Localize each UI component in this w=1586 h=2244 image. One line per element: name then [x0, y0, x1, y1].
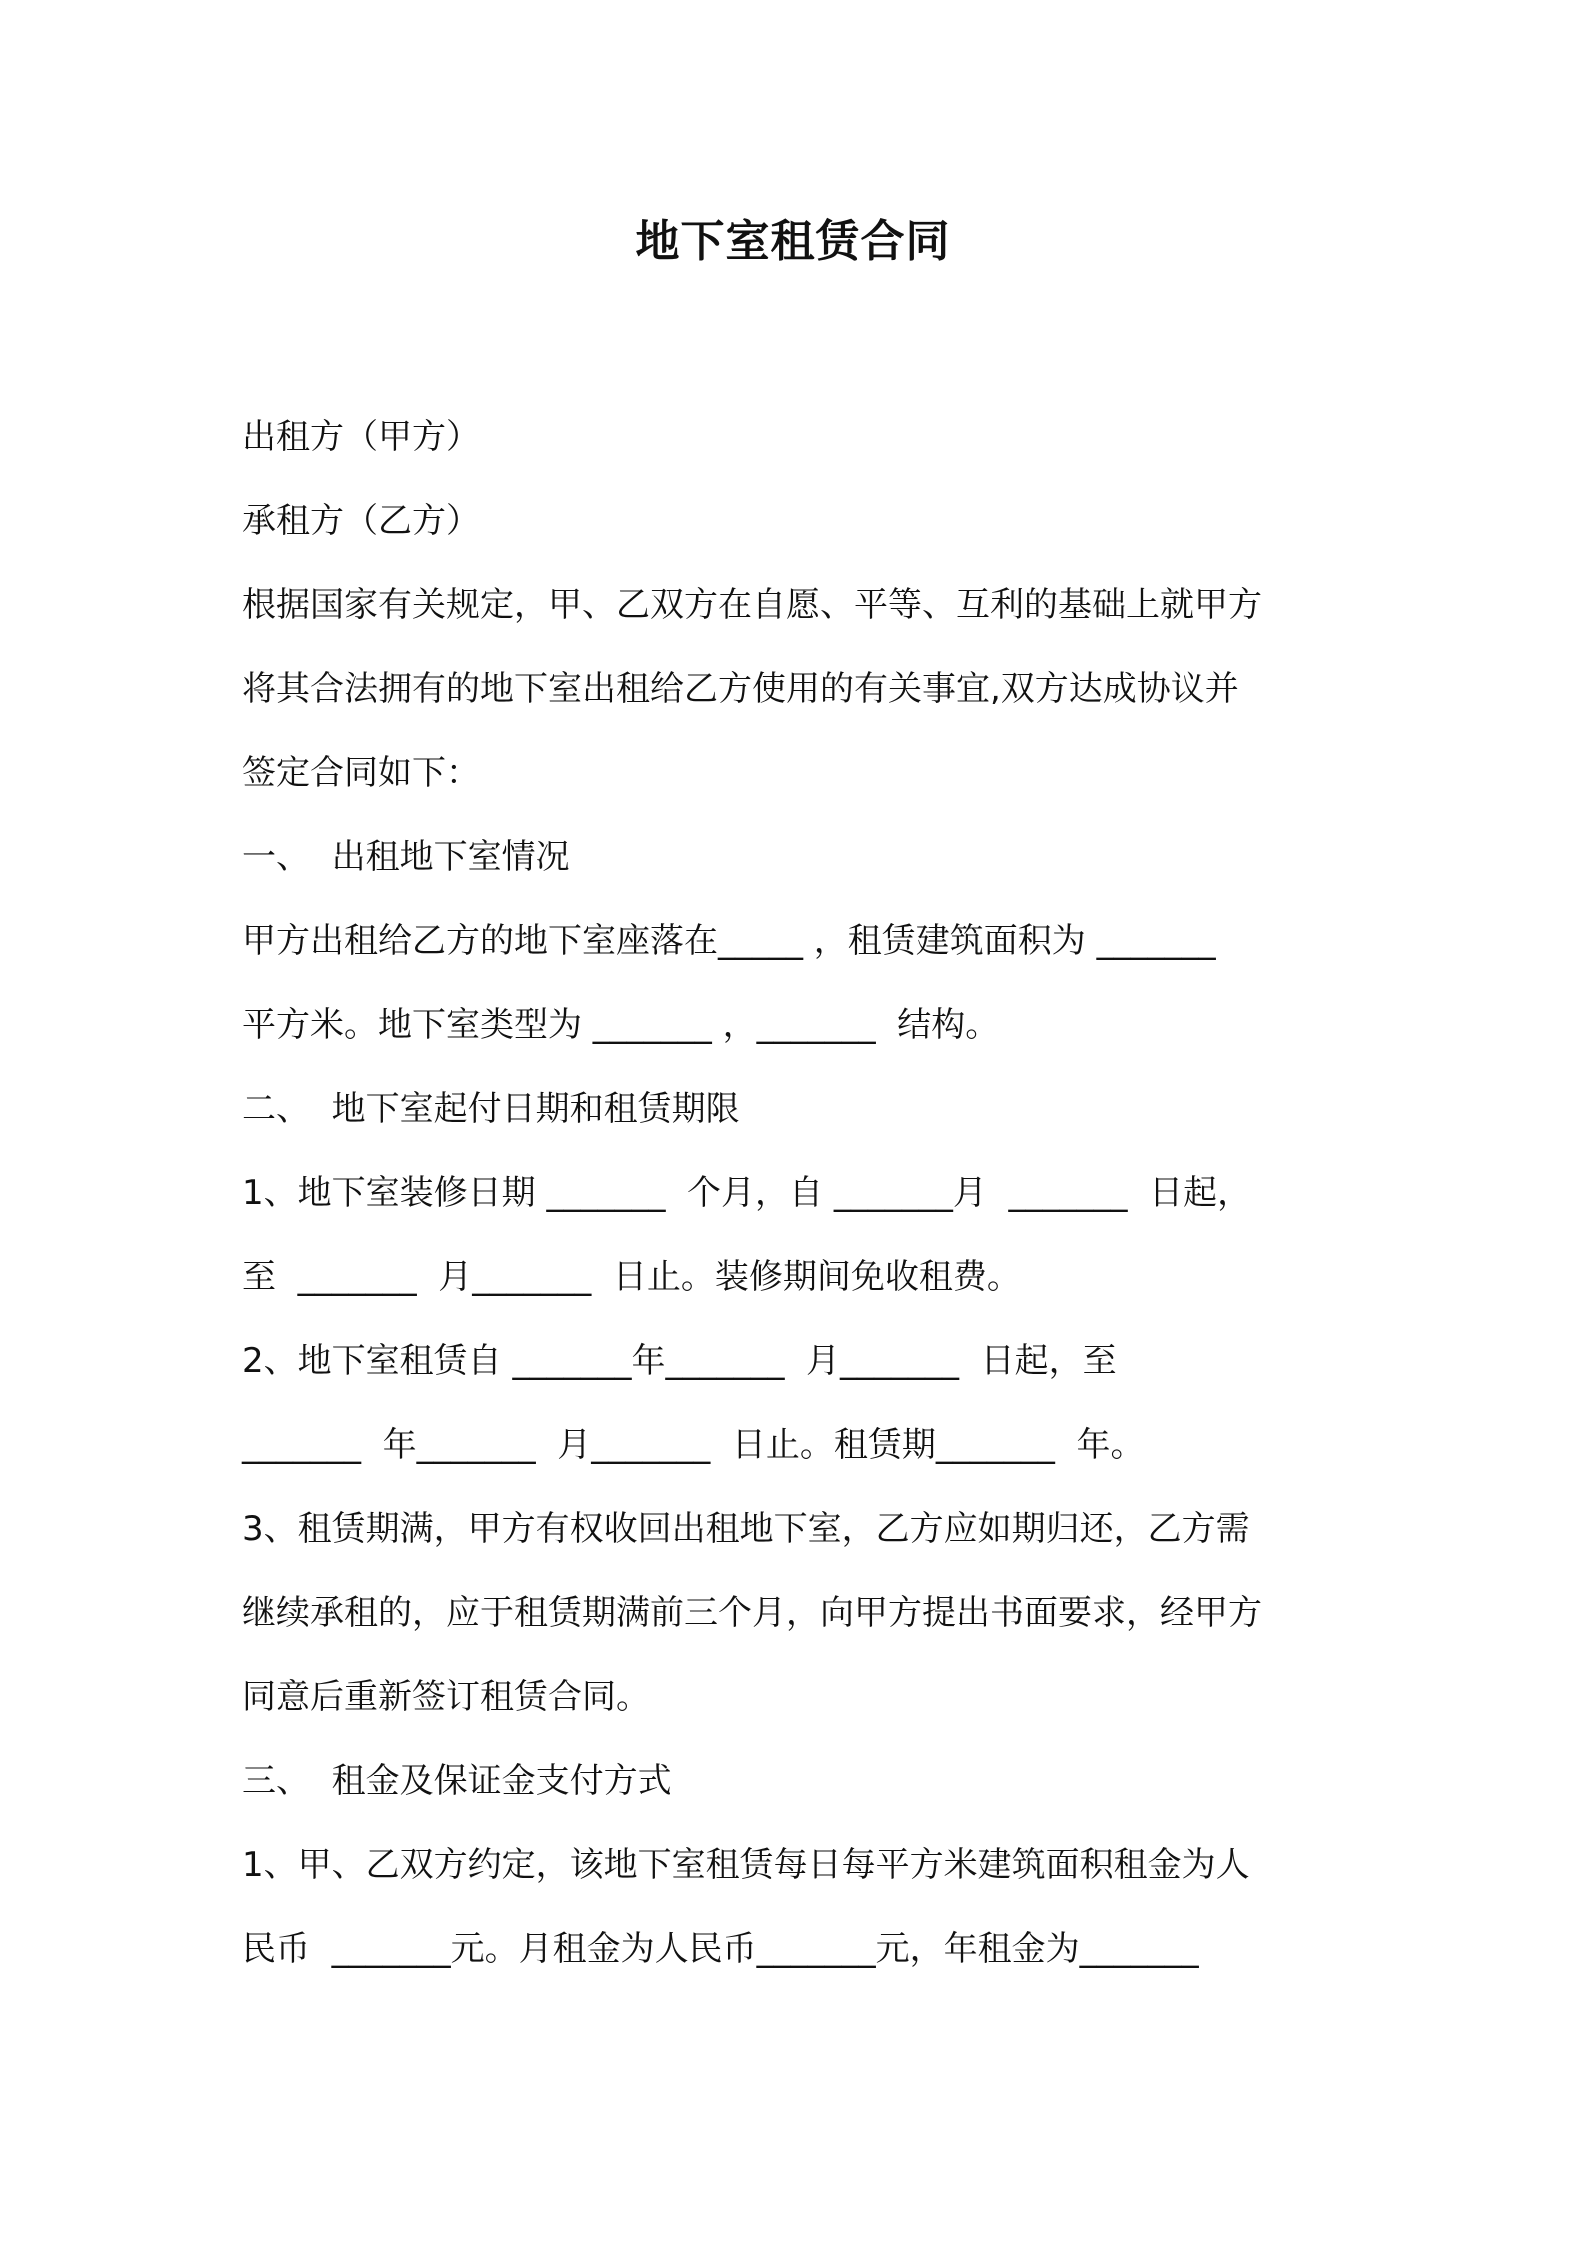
text-line-lessee: 承租方（乙方） [242, 501, 480, 541]
text-line-rent-2: 民币 _______元。月租金为人民币_______元，年租金为_______ [242, 1929, 1199, 1969]
text-line-expiry-2: 继续承租的，应于租赁期满前三个月，向甲方提出书面要求，经甲方 [242, 1593, 1262, 1633]
text-line-renovation-1: 1、地下室装修日期 _______ 个月，自 _______月 _______ 日起， [242, 1173, 1252, 1213]
text-line-lease-term-1: 2、地下室租赁自 _______年_______ 月_______ 日起，至 [242, 1341, 1117, 1381]
document-title: 地下室租赁合同 [635, 216, 951, 267]
text-line-expiry-1: 3、租赁期满，甲方有权收回出租地下室，乙方应如期归还，乙方需 [242, 1509, 1250, 1549]
text-line-preamble-1: 根据国家有关规定，甲、乙双方在自愿、平等、互利的基础上就甲方 [242, 585, 1262, 625]
text-line-rent-1: 1、甲、乙双方约定，该地下室租赁每日每平方米建筑面积租金为人 [242, 1845, 1250, 1885]
text-line-lease-term-2: _______ 年_______ 月_______ 日止。租赁期_______ 年。 [242, 1425, 1145, 1465]
text-line-renovation-2: 至 _______ 月_______ 日止。装修期间免收租费。 [242, 1257, 1021, 1297]
text-line-structure: 平方米。地下室类型为 _______ ，_______ 结构。 [242, 1005, 1000, 1045]
text-line-preamble-3: 签定合同如下： [242, 753, 480, 793]
text-line-preamble-2: 将其合法拥有的地下室出租给乙方使用的有关事宜,双方达成协议并 [242, 669, 1239, 709]
section-heading-1: 一、 出租地下室情况 [242, 837, 570, 877]
text-line-lessor: 出租方（甲方） [242, 417, 480, 457]
section-heading-3: 三、 租金及保证金支付方式 [242, 1761, 672, 1801]
text-line-location: 甲方出租给乙方的地下室座落在_____ ，租赁建筑面积为 _______ [242, 921, 1216, 961]
section-heading-2: 二、 地下室起付日期和租赁期限 [242, 1089, 740, 1129]
text-line-expiry-3: 同意后重新签订租赁合同。 [242, 1677, 650, 1717]
